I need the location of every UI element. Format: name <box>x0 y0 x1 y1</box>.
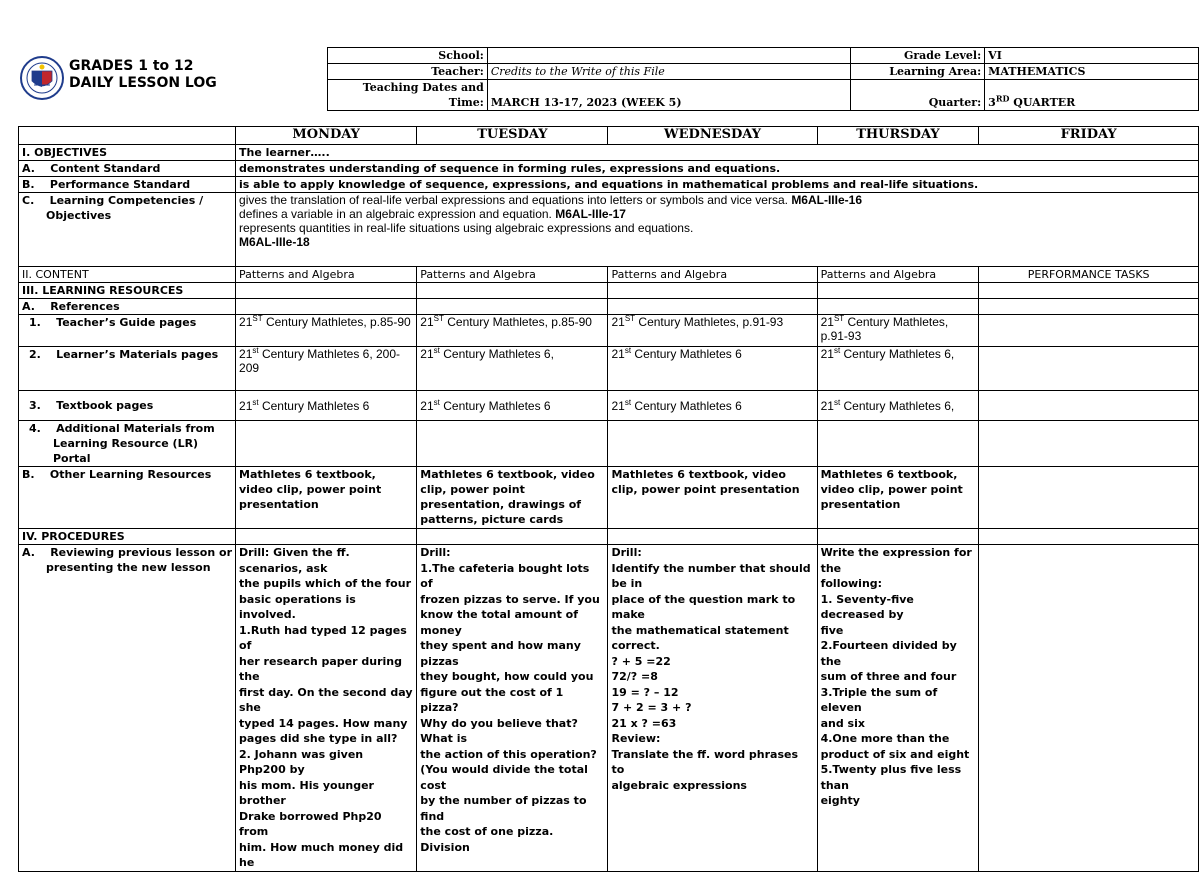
learning-area-value: MATHEMATICS <box>985 64 1199 80</box>
procedure-tuesday-line: Why do you believe that? What is <box>420 716 578 745</box>
document-title <box>69 58 217 92</box>
competencies-value: gives the translation of real-life verbal expressions and equations into letters or symbols and vice versa. M6AL-IIIe-16 defines a variable in an algebraic expression and equation. M6AL-IIIe-17 represents quantities in real-life situations using algebraic expressions and equations. M6AL-IIIe-18 <box>236 193 1199 267</box>
school-field <box>487 48 850 64</box>
grade-level-label: Grade Level: <box>851 48 985 64</box>
procedure-monday-line: his mom. His younger brother <box>239 778 374 807</box>
procedure-monday-line: pages did she type in all? <box>239 732 398 745</box>
procedure-thursday-line: following: <box>820 577 883 590</box>
procedure-thursday-line: five <box>820 623 844 637</box>
procedure-monday-line: Drake borrowed Php20 from <box>239 809 382 838</box>
procedure-monday-line: basic operations is involved. <box>239 592 356 621</box>
procedure-wednesday-line: 19 = ? – 12 <box>611 685 679 699</box>
procedure-wednesday-line: Translate the ff. word phrases to <box>611 747 799 776</box>
lm-tuesday: 21st Century Mathletes 6, <box>417 347 608 391</box>
other-wednesday: Mathletes 6 textbook, video clip, power point presentation <box>608 467 817 529</box>
procedure-thursday <box>817 545 979 872</box>
procedure-tuesday-line: the action of this operation? <box>420 747 597 761</box>
additional-materials-label: 4. Additional Materials from Learning Resource (LR) Portal <box>19 421 236 467</box>
procedure-wednesday-line: Identify the number that should be in <box>611 561 811 590</box>
day-monday: MONDAY <box>236 127 417 145</box>
content-standard-value: demonstrates understanding of sequence in forming rules, expressions and equations. <box>236 161 1199 177</box>
procedure-wednesday-line: the mathematical statement correct. <box>611 623 789 652</box>
procedure-thursday-line: eighty <box>820 794 860 807</box>
performance-standard-label: B. Performance Standard <box>19 177 236 193</box>
school-label: School: <box>328 48 488 64</box>
lm-wednesday: 21st Century Mathletes 6 <box>608 347 817 391</box>
content-standard-label: A. Content Standard <box>19 161 236 177</box>
procedure-wednesday-line: Review: <box>611 732 661 745</box>
header-info-table <box>327 47 1199 111</box>
procedure-wednesday <box>608 545 817 872</box>
procedure-tuesday-line: 1.The cafeteria bought lots of <box>420 561 590 590</box>
tg-thursday: 21ST Century Mathletes, p.91-93 <box>817 315 979 347</box>
procedure-tuesday-line: (You would divide the total cost <box>420 763 588 792</box>
procedure-thursday-line: 3.Triple the sum of eleven <box>820 685 938 714</box>
day-thursday: THURSDAY <box>817 127 979 145</box>
procedure-tuesday <box>417 545 608 872</box>
other-tuesday: Mathletes 6 textbook, video clip, power point presentation, drawings of patterns, picture cards <box>417 467 608 529</box>
content-label: II. CONTENT <box>19 267 236 283</box>
tb-monday: 21st Century Mathletes 6 <box>236 391 417 421</box>
corner-cell <box>19 127 236 145</box>
tg-monday: 21ST Century Mathletes, p.85-90 <box>236 315 417 347</box>
procedure-wednesday-line: 21 x ? =63 <box>611 716 677 730</box>
procedure-tuesday-line: the cost of one pizza. Division <box>420 825 554 854</box>
procedure-monday-line: first day. On the second day she <box>239 685 413 714</box>
procedure-monday-line: 1.Ruth had typed 12 pages of <box>239 623 407 652</box>
lm-monday: 21st Century Mathletes 6, 200-209 <box>236 347 417 391</box>
procedure-monday-line: him. How much money did he <box>239 840 404 869</box>
teaching-dates-label: Teaching Dates and Time: <box>328 80 488 111</box>
procedure-monday-line: Drill: Given the ff. scenarios, ask <box>239 546 350 575</box>
tb-thursday: 21st Century Mathletes 6, <box>817 391 979 421</box>
tg-tuesday: 21ST Century Mathletes, p.85-90 <box>417 315 608 347</box>
tb-tuesday: 21st Century Mathletes 6 <box>417 391 608 421</box>
procedure-thursday-line: 5.Twenty plus five less than <box>820 763 962 792</box>
teacher-value: Credits to the Write of this File <box>487 64 850 80</box>
lm-thursday: 21st Century Mathletes 6, <box>817 347 979 391</box>
content-thursday: Patterns and Algebra <box>817 267 979 283</box>
other-thursday: Mathletes 6 textbook, video clip, power point presentation <box>817 467 979 529</box>
procedures-label: IV. PROCEDURES <box>19 529 236 545</box>
title-line1: GRADES 1 to 12 <box>69 58 194 74</box>
other-resources-label: B. Other Learning Resources <box>19 467 236 529</box>
procedure-monday <box>236 545 417 872</box>
content-tuesday: Patterns and Algebra <box>417 267 608 283</box>
content-friday: PERFORMANCE TASKS <box>979 267 1199 283</box>
procedure-thursday-line: sum of three and four <box>820 670 957 683</box>
quarter-label: Quarter: <box>851 80 985 111</box>
day-tuesday: TUESDAY <box>417 127 608 145</box>
procedure-monday-line: typed 14 pages. How many <box>239 716 408 730</box>
procedure-monday-line: the pupils which of the four <box>239 577 411 590</box>
procedure-monday-line: 2. Johann was given Php200 by <box>239 747 364 776</box>
procedure-thursday-line: and six <box>820 716 865 730</box>
procedure-wednesday-line: Drill: <box>611 546 642 559</box>
teaching-dates-value: MARCH 13-17, 2023 (WEEK 5) <box>487 80 850 111</box>
textbook-label: 3. Textbook pages <box>19 391 236 421</box>
competencies-label: C. Learning Competencies / Objectives <box>19 193 236 267</box>
reviewing-label: A. Reviewing previous lesson or presenting the new lesson <box>19 545 236 872</box>
title-line2: DAILY LESSON LOG <box>69 75 217 91</box>
procedure-thursday-line: 1. Seventy-five decreased by <box>820 592 914 621</box>
objectives-label: I. OBJECTIVES <box>19 145 236 161</box>
tb-wednesday: 21st Century Mathletes 6 <box>608 391 817 421</box>
procedure-tuesday-line: they spent and how many pizzas <box>420 639 581 668</box>
lesson-log-table <box>18 126 1199 872</box>
procedure-tuesday-line: frozen pizzas to serve. If you <box>420 592 600 606</box>
content-monday: Patterns and Algebra <box>236 267 417 283</box>
content-wednesday: Patterns and Algebra <box>608 267 817 283</box>
procedure-thursday-line: Write the expression for the <box>820 546 972 575</box>
procedure-wednesday-line: 7 + 2 = 3 + ? <box>611 701 692 714</box>
day-friday: FRIDAY <box>979 127 1199 145</box>
procedure-tuesday-line: figure out the cost of 1 pizza? <box>420 685 564 714</box>
resources-label: III. LEARNING RESOURCES <box>19 283 236 299</box>
deped-seal <box>20 47 64 109</box>
procedure-wednesday-line: algebraic expressions <box>611 778 747 792</box>
procedure-tuesday-line: they bought, how could you <box>420 670 594 683</box>
objectives-value: The learner….. <box>236 145 1199 161</box>
references-label: A. References <box>19 299 236 315</box>
procedure-monday-line: her research paper during the <box>239 654 402 683</box>
procedure-wednesday-line: 72/? =8 <box>611 670 658 683</box>
performance-standard-value: is able to apply knowledge of sequence, expressions, and equations in mathematical problems and real-life situations. <box>236 177 1199 193</box>
procedure-thursday-line: 4.One more than the <box>820 732 950 745</box>
procedure-tuesday-line: know the total amount of money <box>420 608 579 637</box>
quarter-value: 3RD QUARTER <box>985 80 1199 111</box>
other-monday: Mathletes 6 textbook, video clip, power point presentation <box>236 467 417 529</box>
procedure-tuesday-line: by the number of pizzas to find <box>420 794 587 823</box>
procedure-wednesday-line: place of the question mark to make <box>611 592 796 621</box>
grade-level-value: VI <box>985 48 1199 64</box>
lm-label: 2. Learner’s Materials pages <box>19 347 236 391</box>
procedure-thursday-line: product of six and eight <box>820 747 970 761</box>
tg-wednesday: 21ST Century Mathletes, p.91-93 <box>608 315 817 347</box>
procedure-tuesday-line: Drill: <box>420 546 451 559</box>
teacher-label: Teacher: <box>328 64 488 80</box>
day-wednesday: WEDNESDAY <box>608 127 817 145</box>
learning-area-label: Learning Area: <box>851 64 985 80</box>
procedure-wednesday-line: ? + 5 =22 <box>611 654 671 668</box>
procedure-friday <box>979 545 1199 872</box>
procedure-thursday-line: 2.Fourteen divided by the <box>820 639 957 668</box>
tg-label: 1. Teacher’s Guide pages <box>19 315 236 347</box>
